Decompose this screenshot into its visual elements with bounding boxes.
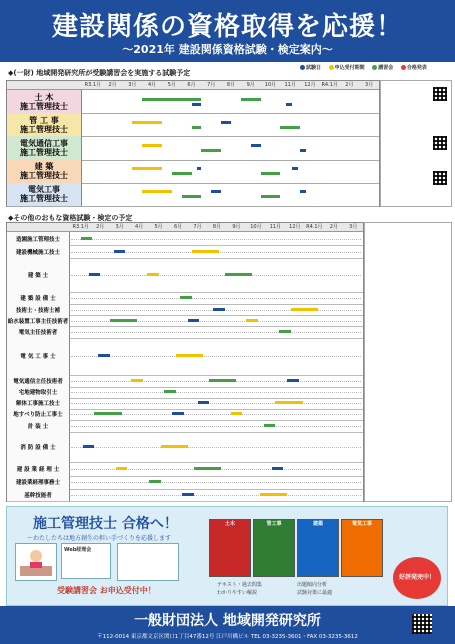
- schedule-bar: [114, 250, 126, 253]
- row-guide: [71, 495, 361, 496]
- month-header: 5月: [154, 224, 163, 230]
- row-guide: [71, 332, 361, 333]
- row-guide: [71, 298, 361, 299]
- schedule-bar: [161, 445, 188, 448]
- exam-row: [7, 160, 379, 184]
- legend-blue-icon: [300, 65, 305, 70]
- schedule-bar: [194, 467, 221, 470]
- schedule-bar: [89, 273, 101, 276]
- schedule-bar: [286, 103, 292, 106]
- schedule-table-2: [6, 222, 364, 502]
- schedule-bar: [225, 273, 252, 276]
- qualification-name: 解体工事施工技士: [7, 398, 70, 409]
- legend-apply: 申込受付期間: [329, 64, 365, 71]
- qr-code-icon: [433, 171, 447, 185]
- month-header: 3月: [349, 224, 358, 230]
- schedule-bar: [192, 126, 202, 129]
- month-header: 3月: [115, 224, 124, 230]
- schedule-bar: [279, 330, 291, 333]
- row-guide: [71, 426, 361, 427]
- qualification-name: 建 設 業 経 理 士: [7, 462, 70, 476]
- web-course-box[interactable]: [61, 543, 111, 579]
- schedule-bar: [201, 149, 221, 152]
- table1-header: [7, 81, 379, 90]
- section2-title: ◆その他のおもな資格試験・検定の予定: [8, 214, 133, 222]
- footer: [0, 606, 455, 644]
- schedule-bar: [132, 167, 162, 170]
- qualification-name: 電 気 工 事 士: [7, 338, 70, 374]
- organization-name: 一般財団法人 地域開発研究所: [134, 613, 321, 629]
- qualification-name: 宅地建物取引士: [7, 387, 70, 398]
- schedule-bar: [192, 103, 202, 106]
- exam-row: [7, 136, 379, 160]
- legend-result: 合格発表: [401, 64, 427, 71]
- month-header: 3月: [128, 82, 137, 88]
- schedule-bar: [142, 190, 172, 193]
- qualification-name: 計 装 士: [7, 420, 70, 432]
- qualification-name: 建設機械施工技士: [7, 245, 70, 258]
- qualification-name: 電気主任技術者: [7, 326, 70, 338]
- qualification-name: 技術士・技術士補: [7, 304, 70, 315]
- schedule-bar: [180, 296, 192, 299]
- schedule-bar: [81, 237, 93, 240]
- book-electric[interactable]: 電気工事: [341, 519, 383, 577]
- qualification-name: 建設業経理事務士: [7, 476, 70, 489]
- row-guide: [71, 482, 361, 483]
- schedule-bar: [147, 273, 159, 276]
- schedule-bar: [149, 480, 161, 483]
- schedule-bar: [172, 412, 184, 415]
- schedule-bar: [198, 401, 210, 404]
- page-subtitle: ～2021年 建設関係資格試験・検定案内～: [122, 43, 333, 56]
- qualification-name: 地すべり防止工事士: [7, 409, 70, 420]
- qualification-name: 造園施工管理技士: [7, 232, 70, 245]
- qr-code-icon: [433, 136, 447, 150]
- row-guide: [71, 392, 361, 393]
- schedule-bar: [221, 121, 231, 124]
- feature-1: テキスト・過去問集: [217, 582, 262, 588]
- student-illustration-icon: [16, 544, 56, 580]
- exam-name: 電気通信工事 施工管理技士: [7, 136, 82, 159]
- month-header: 12月: [289, 224, 301, 230]
- schedule-bar: [300, 190, 306, 193]
- schedule-bar: [287, 379, 299, 382]
- qr-code-icon: [412, 614, 432, 634]
- schedule-bar: [300, 149, 306, 152]
- schedule-bar: [211, 190, 221, 193]
- row-guide: [71, 239, 361, 240]
- schedule-bar: [83, 445, 95, 448]
- legend: [300, 64, 450, 71]
- qualification-name: 給水装置工事主任技術者: [7, 315, 70, 326]
- book-pipe[interactable]: 管工事: [253, 519, 295, 577]
- schedule-bar: [188, 319, 200, 322]
- schedule-bar: [231, 412, 243, 415]
- schedule-bar: [272, 467, 284, 470]
- schedule-bar: [261, 172, 281, 175]
- legend-yellow-icon: [329, 65, 334, 70]
- ad-subtitle: ～わたしたちは地方創生の担い手づくりを応援します: [27, 535, 172, 542]
- month-header: 9月: [246, 82, 255, 88]
- month-header: R3.1月: [72, 224, 89, 230]
- qualification-row: [7, 489, 363, 502]
- advertisement: [6, 506, 448, 606]
- exam-name: 管 工 事 施工管理技士: [7, 113, 82, 136]
- schedule-bar: [110, 319, 137, 322]
- exam-name: 建 築 施工管理技士: [7, 160, 82, 183]
- month-header: 2月: [108, 82, 117, 88]
- qualification-row: [7, 462, 363, 477]
- qualification-row: [7, 245, 363, 259]
- contact-panel-1: [380, 80, 452, 207]
- month-header: 7月: [207, 82, 216, 88]
- schedule-bar: [164, 390, 176, 393]
- exam-row: [7, 183, 379, 207]
- schedule-bar: [142, 144, 162, 147]
- month-header: 9月: [232, 224, 241, 230]
- table2-header: [7, 223, 363, 232]
- qr-code-icon: [433, 87, 447, 101]
- month-header: R4.1月: [306, 224, 323, 230]
- feature-4: 試験対策に最適: [297, 590, 333, 596]
- qualification-name: 建 築 士: [7, 258, 70, 292]
- month-header: 10月: [264, 82, 277, 88]
- schedule-bar: [291, 308, 318, 311]
- schedule-bar: [182, 195, 202, 198]
- schedule-bar: [94, 412, 121, 415]
- schedule-bar: [260, 493, 287, 496]
- exam-name: 土 木 施工管理技士: [7, 90, 82, 113]
- row-guide: [71, 403, 361, 404]
- book-architecture[interactable]: 建築: [297, 519, 339, 577]
- legend-exam: 試験日: [300, 64, 321, 71]
- month-header: 8月: [226, 82, 236, 88]
- exam-name: 電気工事 施工管理技士: [7, 183, 82, 206]
- ad-title: 施工管理技士 合格へ！: [33, 516, 178, 532]
- qualification-row: [7, 232, 363, 246]
- schedule-bar: [275, 401, 302, 404]
- month-header: 6月: [187, 82, 196, 88]
- month-header: R3.1月: [84, 82, 102, 88]
- month-header: R4.1月: [321, 82, 338, 88]
- qualification-name: 消 防 設 備 士: [7, 432, 70, 462]
- month-header: 8月: [212, 224, 222, 230]
- month-header: 11月: [284, 82, 296, 88]
- schedule-table-1: [6, 80, 380, 207]
- schedule-bar: [172, 172, 192, 175]
- legend-course: 講習会: [372, 64, 393, 71]
- sale-badge: 好評発売中！: [393, 557, 441, 599]
- qualification-row: [7, 432, 363, 463]
- month-header: 4月: [147, 82, 157, 88]
- schedule-bar: [241, 98, 261, 101]
- schedule-bar: [182, 493, 194, 496]
- qualification-name: 基幹技能者: [7, 489, 70, 501]
- exam-row: [7, 90, 379, 114]
- feature-2: わかりやすい解説: [217, 590, 258, 596]
- organization-address: 〒112-0014 東京都文京区関口1丁目47番12号 江戸川橋ビル TEL 03-3235-3601・FAX 03-3235-3612: [97, 634, 358, 640]
- schedule-bar: [264, 424, 276, 427]
- row-guide: [71, 356, 361, 357]
- qualification-row: [7, 338, 363, 375]
- page-title: 建設関係の資格取得を応援！: [51, 12, 403, 42]
- contact-panel-2: [364, 222, 452, 502]
- month-header: 3月: [365, 82, 374, 88]
- illustration-box: [15, 543, 57, 581]
- book-civil[interactable]: 土木: [209, 519, 251, 577]
- month-header: 5月: [167, 82, 176, 88]
- legend-green-icon: [372, 65, 377, 70]
- month-header: 4月: [135, 224, 144, 230]
- month-header: 6月: [173, 224, 183, 230]
- schedule-bar: [142, 98, 201, 101]
- schedule-bar: [246, 319, 258, 322]
- schedule-bar: [176, 354, 203, 357]
- course-info-box: [117, 543, 179, 581]
- schedule-bar: [213, 308, 225, 311]
- qualification-name: 建 築 設 備 士: [7, 292, 70, 304]
- month-header: 2月: [329, 224, 338, 230]
- section1-title: ◆(一財) 地域開発研究所が受験講習会を実施する試験予定: [8, 69, 191, 77]
- month-header: 2月: [96, 224, 105, 230]
- schedule-bar: [98, 354, 110, 357]
- row-guide: [71, 275, 361, 276]
- feature-3: 出題傾向分析: [297, 582, 328, 588]
- month-header: 11月: [269, 224, 282, 230]
- ad-cta[interactable]: 受験講習会 お申込受付中！: [57, 586, 156, 595]
- schedule-bar: [192, 250, 219, 253]
- qualification-name: 電気通信主任技術者: [7, 375, 70, 387]
- exam-row: [7, 113, 379, 137]
- month-header: 10月: [250, 224, 262, 230]
- schedule-bar: [116, 467, 128, 470]
- row-guide: [71, 447, 361, 448]
- qualification-row: [7, 476, 363, 490]
- schedule-bar: [251, 144, 261, 147]
- schedule-bar: [197, 167, 201, 170]
- legend-red-icon: [401, 65, 406, 70]
- page-header: [0, 0, 455, 62]
- schedule-bar: [292, 167, 298, 170]
- schedule-bar: [261, 195, 281, 198]
- schedule-bar: [209, 379, 236, 382]
- qualification-row: [7, 258, 363, 293]
- month-header: 12月: [304, 82, 316, 88]
- schedule-bar: [132, 121, 162, 124]
- month-header: 7月: [193, 224, 202, 230]
- schedule-bar: [280, 126, 300, 129]
- month-header: 2月: [345, 82, 354, 88]
- schedule-bar: [131, 379, 143, 382]
- web-course-label: Web経理会: [64, 547, 92, 553]
